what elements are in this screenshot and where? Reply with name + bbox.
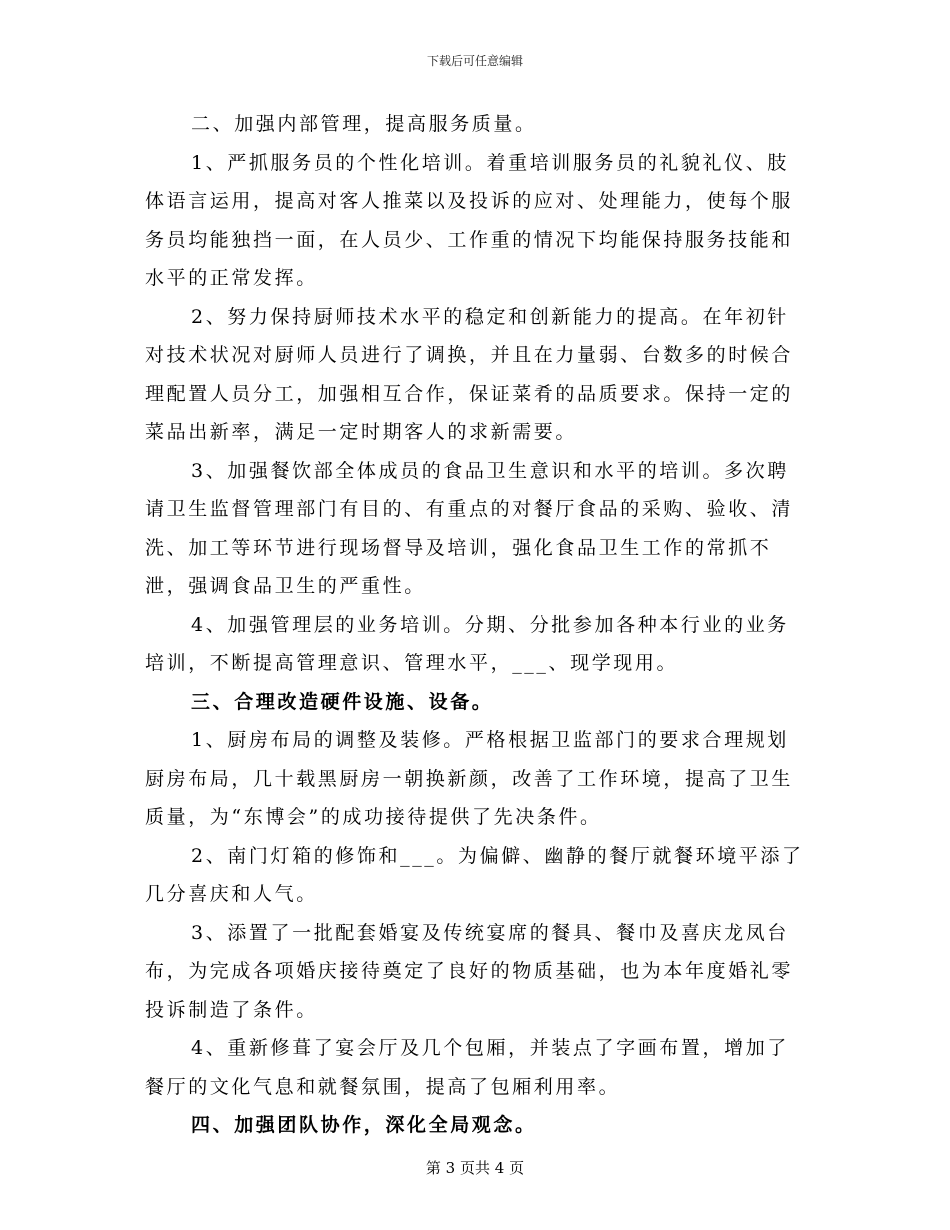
- paragraph-5: 4、加强管理层的业务培训。分期、分批参加各种本行业的业务培训，不断提高管理意识、管理水平，___、现学现用。: [145, 613, 789, 674]
- page-number: 第 3 页共 4 页: [425, 1159, 525, 1177]
- paragraph-2: 1、严抓服务员的个性化培训。着重培训服务员的礼貌礼仪、肢体语言运用，提高对客人推菜以及投诉的应对、处理能力，使每个服务员均能独挡一面，在人员少、工作重的情况下均能保持服务技能和水平的正常发挥。: [145, 151, 794, 289]
- section-heading-3: 三、合理改造硬件设施、设备。: [191, 690, 494, 713]
- paragraph-6: 1、厨房布局的调整及装修。严格根据卫监部门的要求合理规划厨房布局，几十载黑厨房一朝换新颜，改善了工作环境，提高了卫生质量，为“东博会”的成功接待提供了先决条件。: [145, 729, 794, 828]
- paragraph-4: 3、加强餐饮部全体成员的食品卫生意识和水平的培训。多次聘请卫生监督管理部门有目的、有重点的对餐厅食品的采购、验收、清洗、加工等环节进行现场督导及培训，强化食品卫生工作的常抓不泄，强调食品卫生的严重性。: [145, 459, 794, 597]
- section-heading-4: 四、加强团队协作，深化全局观念。: [191, 1114, 537, 1136]
- document-body: [145, 105, 805, 1145]
- paragraph-9: 4、重新修葺了宴会厅及几个包厢，并装点了字画布置，增加了餐厅的文化气息和就餐氛围，提高了包厢利用率。: [145, 1037, 789, 1098]
- paragraph-8: 3、添置了一批配套婚宴及传统宴席的餐具、餐巾及喜庆龙凤台布，为完成各项婚庆接待奠定了良好的物质基础，也为本年度婚礼零投诉制造了条件。: [145, 921, 794, 1021]
- paragraph-3: 2、努力保持厨师技术水平的稳定和创新能力的提高。在年初针对技术状况对厨师人员进行了调换，并且在力量弱、台数多的时候合理配置人员分工，加强相互合作，保证菜肴的品质要求。保持一定的菜品出新率，满足一定时期客人的求新需要。: [145, 305, 794, 443]
- page-header-note: 下载后可任意编辑: [426, 54, 523, 68]
- paragraph-7: 2、南门灯箱的修饰和___。为偏僻、幽静的餐厅就餐环境平添了几分喜庆和人气。: [145, 844, 804, 905]
- paragraph-1: 二、加强内部管理，提高服务质量。: [191, 113, 537, 135]
